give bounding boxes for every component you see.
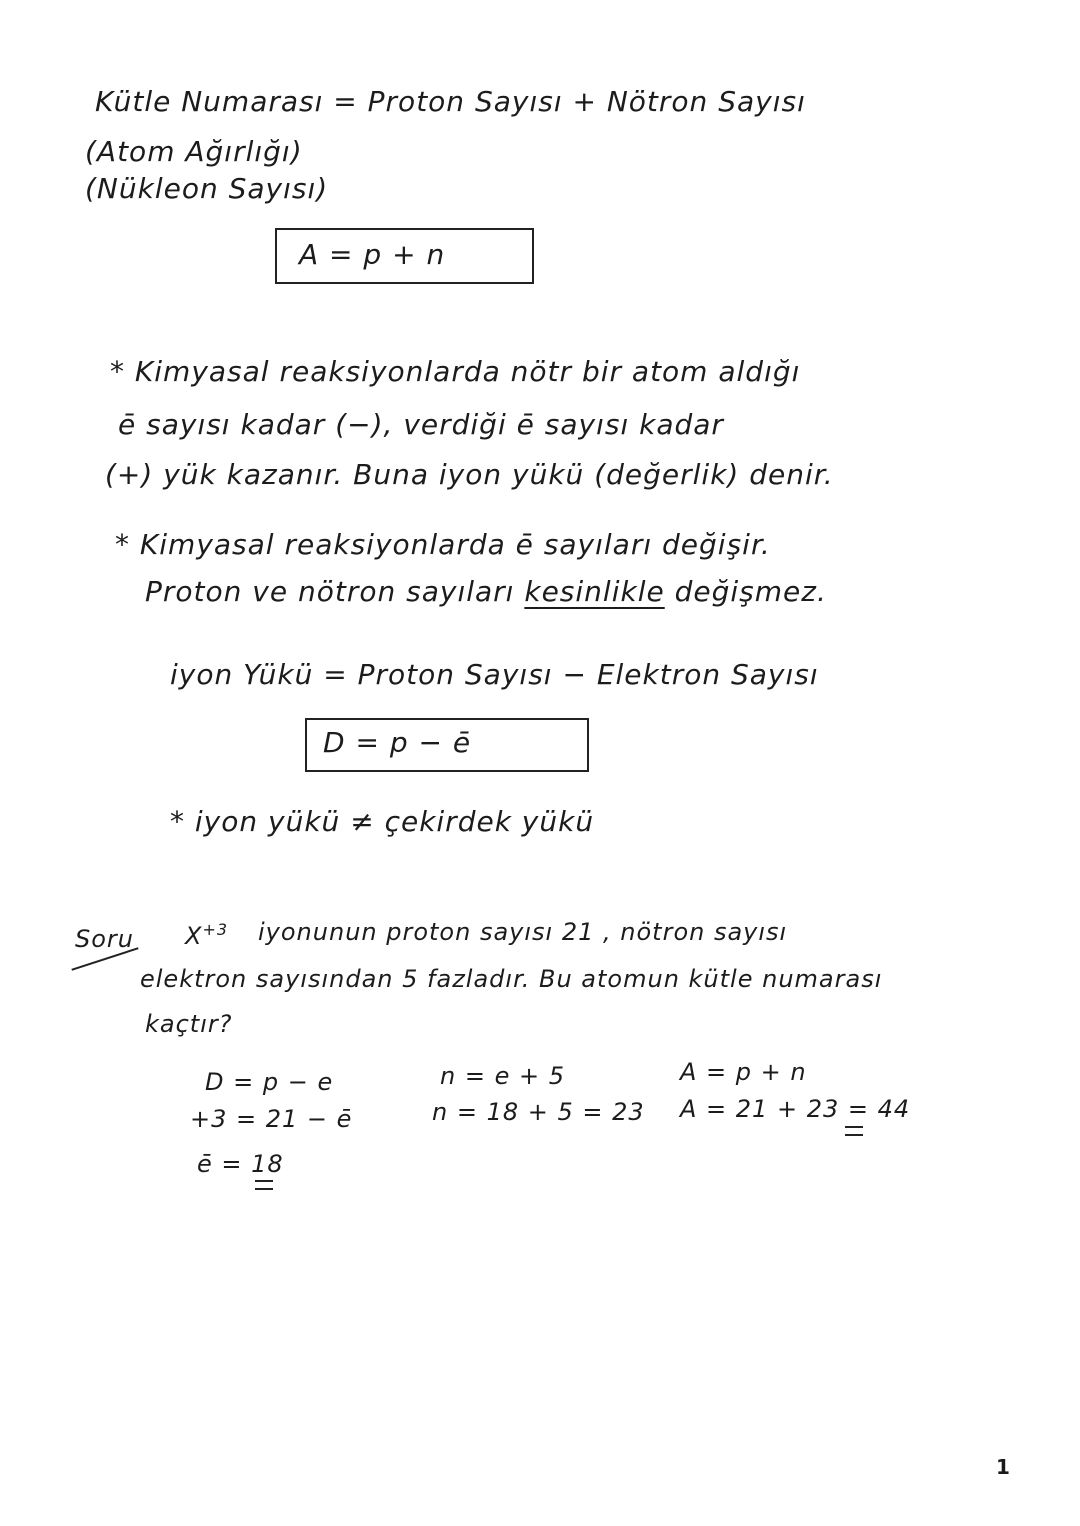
mass-number-definition: Kütle Numarası = Proton Sayısı + Nötron Sayısı xyxy=(95,85,806,118)
solution-col2-line1: n = e + 5 xyxy=(440,1062,565,1090)
ion-charge-definition: iyon Yükü = Proton Sayısı − Elektron Sayısı xyxy=(170,658,819,691)
question-label: Soru xyxy=(75,925,134,953)
page-number: 1 xyxy=(996,1455,1010,1479)
atom-weight-alias: (Atom Ağırlığı) xyxy=(85,135,303,168)
electron-change-note-line1: * Kimyasal reaksiyonlarda ē sayıları değişir. xyxy=(115,528,771,561)
final-answer-underline xyxy=(845,1126,863,1136)
ion-charge-note-line1: * Kimyasal reaksiyonlarda nötr bir atom aldığı xyxy=(110,355,801,388)
ion-charge-note-line2: ē sayısı kadar (−), verdiği ē sayısı kadar xyxy=(118,408,724,441)
underlined-kesinlikle: kesinlikle xyxy=(524,575,665,608)
solution-col1-line3: ē = 18 xyxy=(197,1150,284,1178)
ion-vs-nucleus-note: * iyon yükü ≠ çekirdek yükü xyxy=(170,805,595,838)
solution-col2-line2: n = 18 + 5 = 23 xyxy=(432,1098,645,1126)
mass-formula-box xyxy=(275,228,534,284)
nucleon-count-alias: (Nükleon Sayısı) xyxy=(85,172,329,205)
solution-col1-line2: +3 = 21 − ē xyxy=(190,1105,353,1133)
solution-col3-line1: A = p + n xyxy=(680,1058,807,1086)
electron-change-note-line2: Proton ve nötron sayıları kesinlikle değişmez. xyxy=(145,575,827,608)
solution-col1-line1: D = p − e xyxy=(205,1068,334,1096)
question-line3: kaçtır? xyxy=(145,1010,233,1038)
mass-formula: A = p + n xyxy=(299,238,446,271)
ion-charge-note-line3: (+) yük kazanır. Buna iyon yükü (değerlik) denir. xyxy=(105,458,834,491)
solution-col3-line2: A = 21 + 23 = 44 xyxy=(680,1095,911,1123)
question-line1: iyonunun proton sayısı 21 , nötron sayısı xyxy=(258,918,788,946)
question-line2: elektron sayısından 5 fazladır. Bu atomun kütle numarası xyxy=(140,965,883,993)
ion-formula-box xyxy=(305,718,589,772)
ion-formula: D = p − ē xyxy=(323,726,472,759)
ion-symbol: $X^{+3}$ xyxy=(185,920,229,950)
answer-underline xyxy=(255,1180,273,1190)
